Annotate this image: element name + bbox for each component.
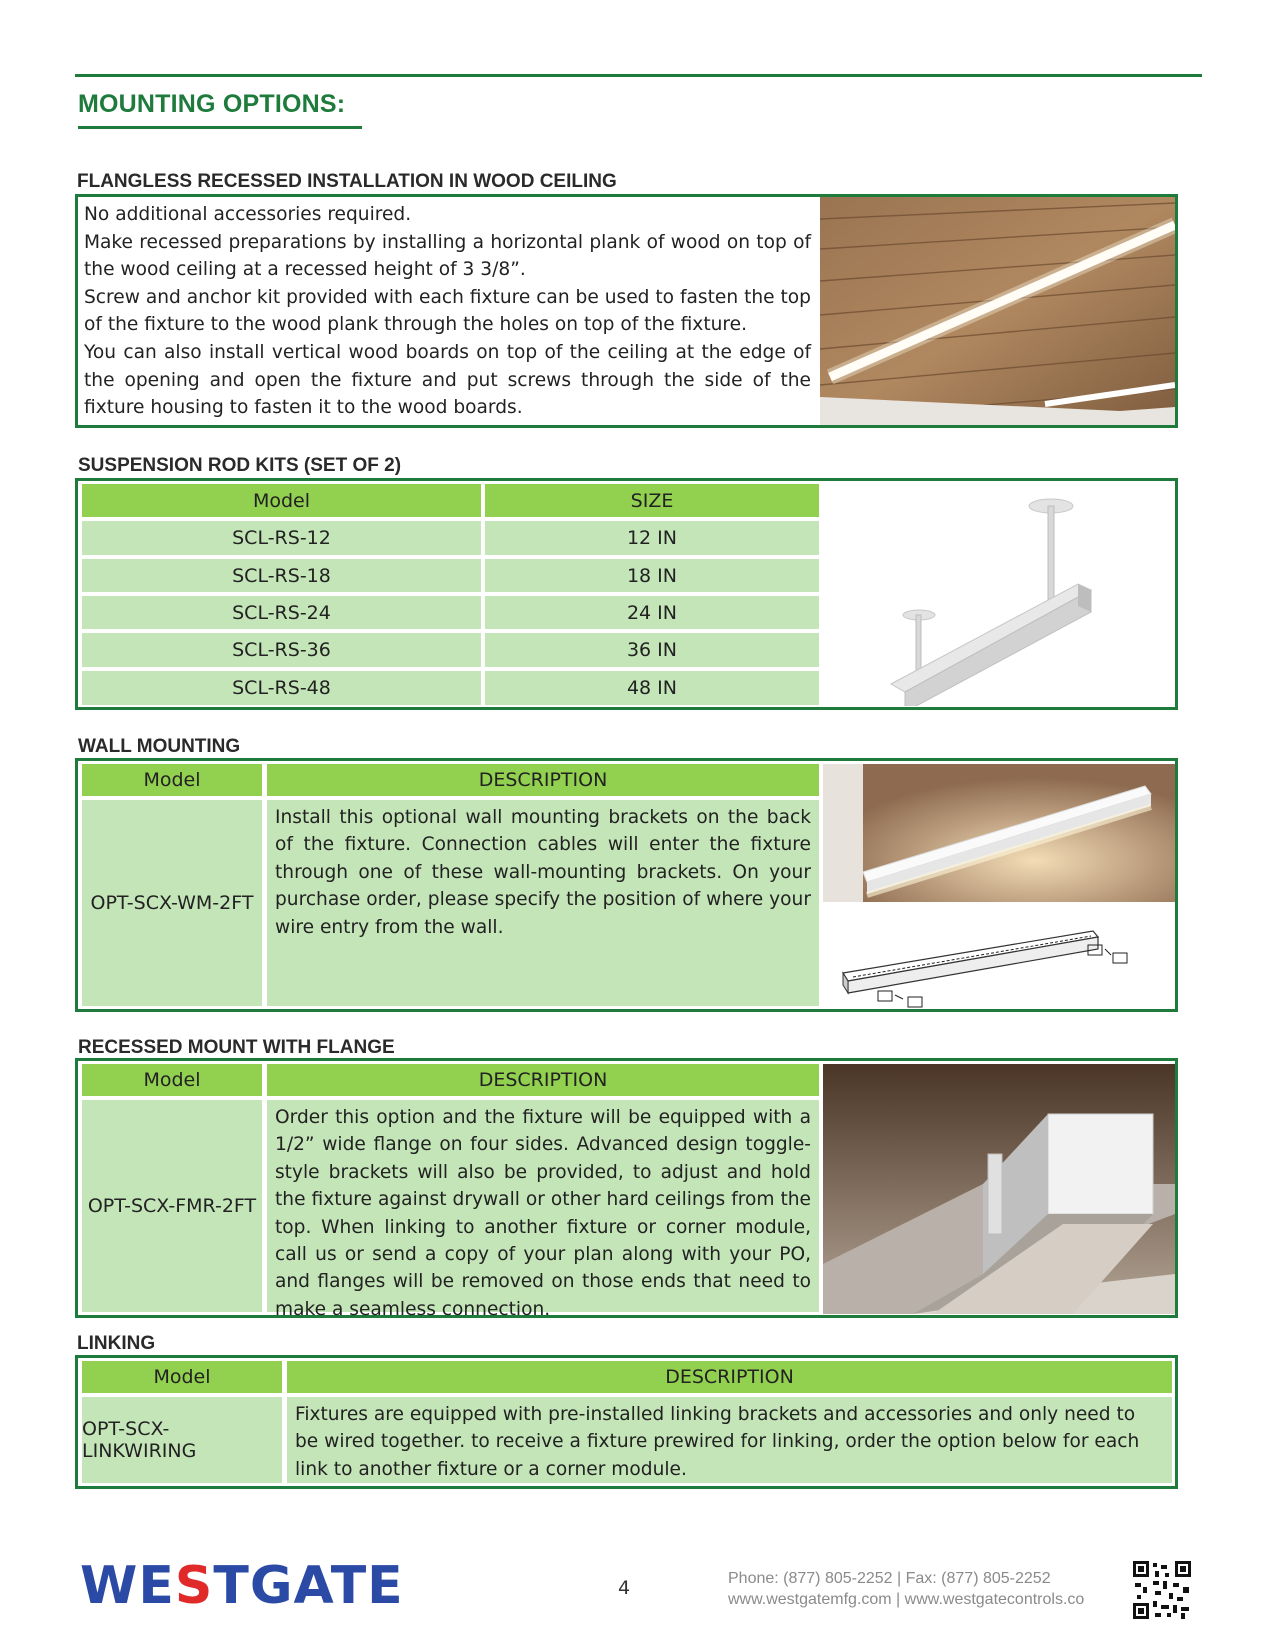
wall-bracket-drawing xyxy=(823,903,1175,1008)
suspended-fixture-illustration xyxy=(823,484,1173,706)
wall-mounted-photo xyxy=(823,764,1175,902)
suspension-heading: SUSPENSION ROD KITS (SET OF 2) xyxy=(78,455,402,476)
linking-heading: LINKING xyxy=(77,1333,156,1354)
table-row-size: 24 IN xyxy=(485,596,819,629)
table-row-size: 48 IN xyxy=(485,671,819,705)
table-row-size: 36 IN xyxy=(485,633,819,667)
flangeless-line: No additional accessories required. xyxy=(84,204,412,225)
table-row-model: SCL-RS-18 xyxy=(82,559,481,592)
flange-box xyxy=(75,1058,1178,1318)
title-underline xyxy=(78,126,362,129)
westgate-logo xyxy=(80,1556,404,1616)
flange-col-desc: DESCRIPTION xyxy=(267,1064,819,1096)
wall-col-model: Model xyxy=(82,764,262,796)
wall-heading: WALL MOUNTING xyxy=(78,736,241,757)
recessed-fixture-render xyxy=(823,1064,1175,1314)
contact-phone: Phone: (877) 805-2252 | Fax: (877) 805-2252 xyxy=(728,1570,1051,1587)
linking-col-desc: DESCRIPTION xyxy=(287,1361,1172,1393)
flange-description: Order this option and the fixture will be equipped with a 1/2” wide flange on four sides. Advanced design toggle-style brackets will also be provided, to adjust and hold the fixture against drywall or other hard ceilings from the top. When linking to another fixture or corner module, call us or send a copy of your plan along with your PO, and flanges will be removed on those ends that need to make a seamless connection. xyxy=(267,1100,819,1312)
flangeless-text xyxy=(84,201,811,422)
logo-text: TGATE xyxy=(213,1556,404,1616)
page-number: 4 xyxy=(618,1577,631,1599)
contact-web: www.westgatemfg.com | www.westgatecontrols.co xyxy=(728,1591,1085,1608)
wood-ceiling-photo xyxy=(820,197,1175,425)
linking-model: OPT-SCX-LINKWIRING xyxy=(82,1397,282,1483)
page-title: MOUNTING OPTIONS: xyxy=(78,90,346,118)
linking-description: Fixtures are equipped with pre-installed linking brackets and accessories and only need to be wired together. to receive a fixture prewired for linking, order the option below for each link to another fixture or a corner module. xyxy=(287,1397,1172,1483)
table-row-model: SCL-RS-12 xyxy=(82,521,481,555)
suspension-col-model: Model xyxy=(82,484,481,517)
flangeless-line: Screw and anchor kit provided with each fixture can be used to fasten the top of the fixture to the wood plank through the holes on top of the fixture. xyxy=(84,286,811,336)
wall-model: OPT-SCX-WM-2FT xyxy=(82,800,262,1006)
flangeless-line: You can also install vertical wood boards on top of the ceiling at the edge of the opening and open the fixture and put screws through the side of the fixture housing to fasten it to the wood boards. xyxy=(84,341,811,419)
flange-heading: RECESSED MOUNT WITH FLANGE xyxy=(78,1037,395,1058)
table-row-model: SCL-RS-24 xyxy=(82,596,481,629)
flange-model: OPT-SCX-FMR-2FT xyxy=(82,1100,262,1312)
suspension-col-size: SIZE xyxy=(485,484,819,517)
flangeless-box xyxy=(75,194,1178,428)
wall-col-desc: DESCRIPTION xyxy=(267,764,819,796)
flange-col-model: Model xyxy=(82,1064,262,1096)
linking-col-model: Model xyxy=(82,1361,282,1393)
flangeless-heading: FLANGLESS RECESSED INSTALLATION IN WOOD CEILING xyxy=(77,171,617,192)
wall-description: Install this optional wall mounting brackets on the back of the fixture. Connection cables will enter the fixture through one of these wall-mounting brackets. On your purchase order, please specify the position of where your wire entry from the wall. xyxy=(267,800,819,1006)
suspension-box xyxy=(75,478,1178,710)
table-row-model: SCL-RS-36 xyxy=(82,633,481,667)
logo-text-accent: S xyxy=(174,1556,214,1616)
qr-code-icon xyxy=(1133,1561,1191,1619)
top-rule xyxy=(75,74,1202,77)
linking-box xyxy=(75,1355,1178,1489)
table-row-model: SCL-RS-48 xyxy=(82,671,481,705)
wall-box xyxy=(75,758,1178,1012)
table-row-size: 12 IN xyxy=(485,521,819,555)
logo-text: WE xyxy=(80,1556,175,1616)
flangeless-line: Make recessed preparations by installing a horizontal plank of wood on top of the wood ceiling at a recessed height of 3 3/8”. xyxy=(84,231,811,281)
table-row-size: 18 IN xyxy=(485,559,819,592)
